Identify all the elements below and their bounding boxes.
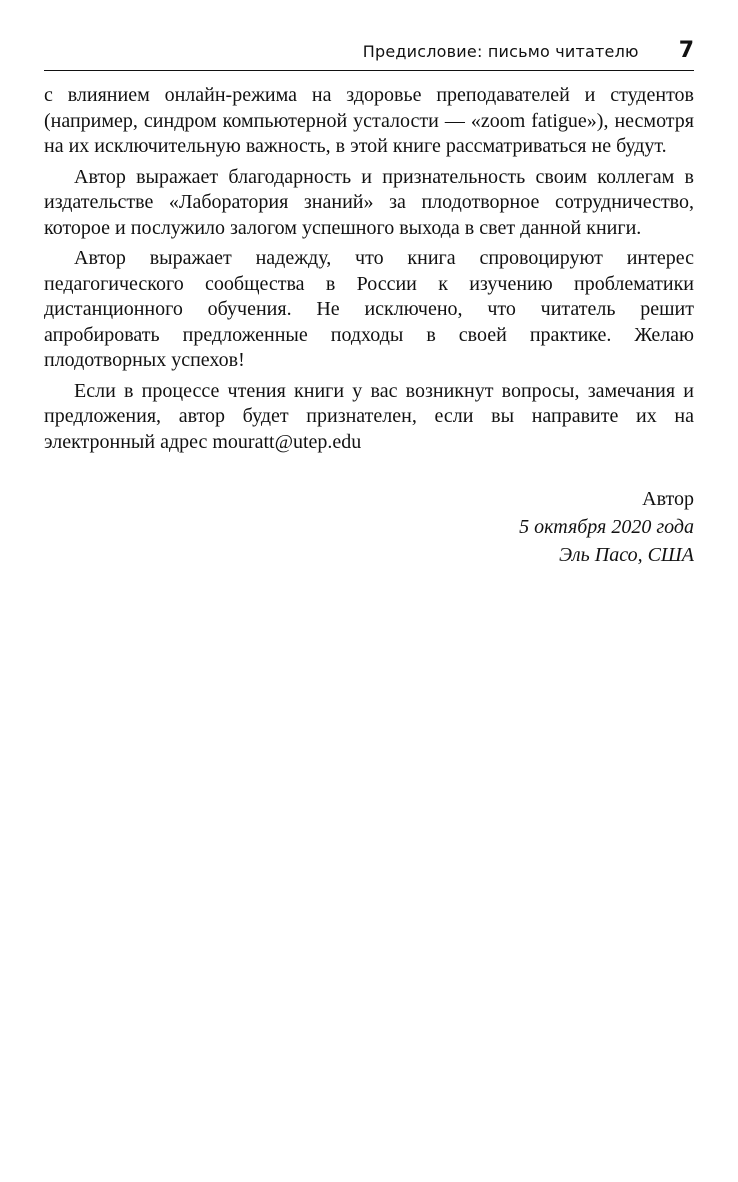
signature-date: 5 октября 2020 года [519, 516, 694, 538]
page-number: 7 [678, 38, 694, 63]
paragraph-contact: Если в процессе чтения книги у вас возникнут вопросы, замечания и предложения, автор будет признателен, если вы направите их на электронный адрес mouratt@utep.edu [44, 379, 694, 453]
running-header [44, 40, 694, 71]
signature-author: Автор [642, 488, 694, 510]
paragraph-acknowledgement: Автор выражает благодарность и признательность своим коллегам в издательстве «Лаборатория знаний» за плодотворное сотрудничество, которое и послужило залогом успешного выхода в свет данной книги. [44, 165, 694, 239]
signature-block [44, 485, 694, 569]
paragraph-hope: Автор выражает надежду, что книга спровоцируют интерес педагогического сообщества в России к изучению проблематики дистанционного обучения. Не исключено, что читатель решит апробировать предложенные подходы в своей практике. Желаю плодотворных успехов! [44, 247, 694, 371]
body-text [44, 83, 694, 455]
chapter-title: Предисловие: письмо читателю [362, 42, 639, 61]
signature-place: Эль Пасо, США [558, 544, 694, 566]
paragraph-continued: с влиянием онлайн-режима на здоровье преподавателей и студентов (например, синдром компьютерной усталости — «zoom fatigue»), несмотря на их исключительную важность, в этой книге рассматриваться не будут. [44, 84, 694, 157]
book-page [44, 40, 694, 569]
